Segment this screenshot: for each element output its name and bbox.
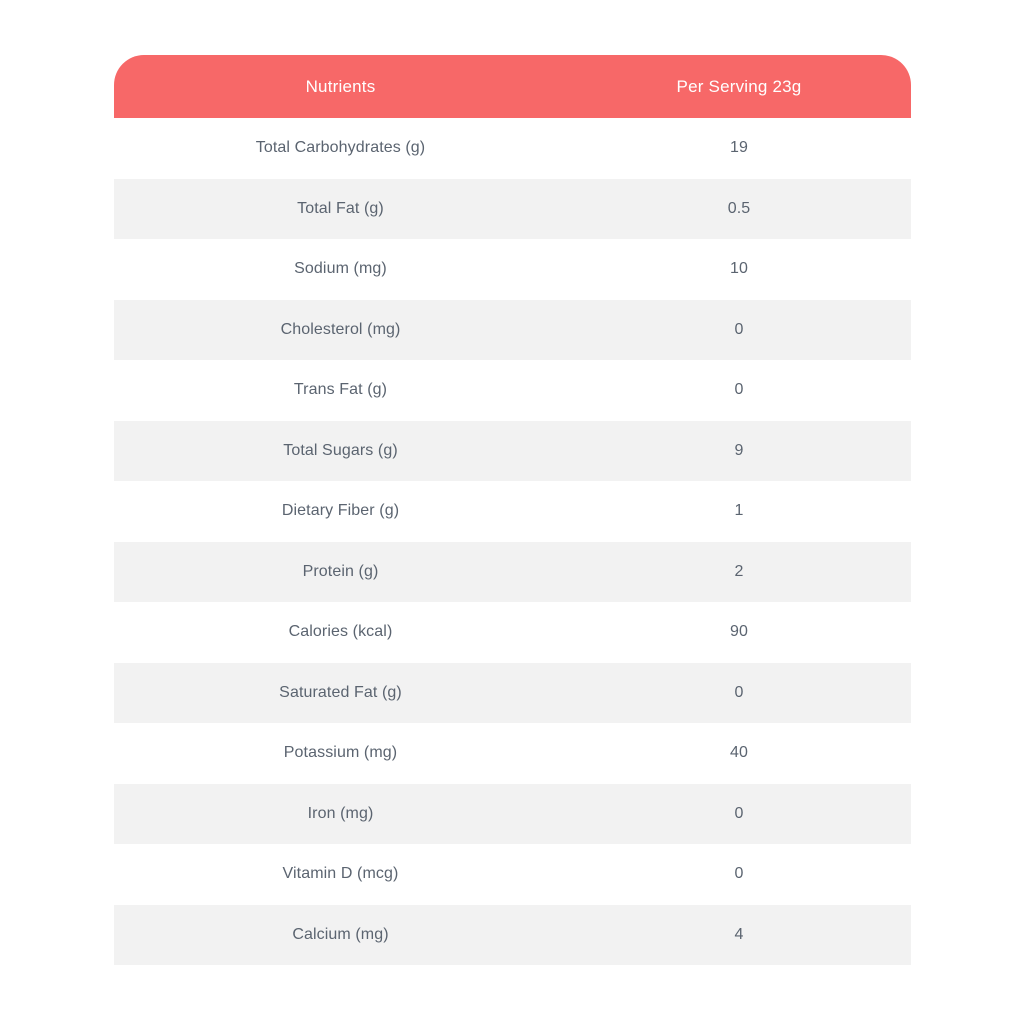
table-row	[114, 118, 911, 179]
nutrient-value: 0	[734, 320, 744, 338]
table-row	[114, 542, 911, 603]
nutrient-value: 0	[734, 865, 744, 883]
table-row	[114, 239, 911, 300]
nutrient-value: 0	[734, 683, 744, 701]
nutrient-value: 19	[730, 139, 748, 157]
nutrient-value: 0.5	[727, 199, 751, 217]
table-row	[114, 300, 911, 361]
header-per-serving: Per Serving 23g	[676, 76, 802, 96]
nutrient-name: Protein (g)	[302, 562, 379, 580]
nutrient-value: 4	[734, 925, 744, 943]
nutrient-value: 0	[734, 804, 744, 822]
nutrient-name: Calories (kcal)	[288, 623, 393, 641]
nutrient-name: Dietary Fiber (g)	[281, 502, 400, 520]
table-row	[114, 723, 911, 784]
table-row	[114, 179, 911, 240]
nutrient-value: 2	[734, 562, 744, 580]
table-row	[114, 602, 911, 663]
nutrient-name: Vitamin D (mcg)	[282, 865, 399, 883]
table-row	[114, 421, 911, 482]
nutrient-value: 1	[734, 502, 744, 520]
nutrient-value: 0	[734, 381, 744, 399]
nutrient-value: 40	[730, 744, 748, 762]
nutrient-name: Saturated Fat (g)	[279, 683, 402, 701]
header-nutrients: Nutrients	[305, 76, 376, 96]
nutrient-name: Trans Fat (g)	[293, 381, 388, 399]
table-header	[114, 55, 911, 118]
nutrient-value: 90	[730, 623, 748, 641]
nutrient-name: Total Carbohydrates (g)	[255, 139, 426, 157]
table-row	[114, 784, 911, 845]
nutrient-name: Iron (mg)	[307, 804, 374, 822]
nutrient-name: Sodium (mg)	[294, 260, 387, 278]
nutrient-name: Potassium (mg)	[283, 744, 398, 762]
nutrient-name: Total Sugars (g)	[283, 441, 398, 459]
nutrient-name: Calcium (mg)	[292, 925, 389, 943]
table-row	[114, 905, 911, 966]
nutrient-value: 9	[734, 441, 744, 459]
table-row	[114, 481, 911, 542]
nutrition-table	[114, 55, 911, 965]
table-row	[114, 844, 911, 905]
table-row	[114, 663, 911, 724]
nutrient-name: Cholesterol (mg)	[280, 320, 401, 338]
table-row	[114, 360, 911, 421]
nutrient-value: 10	[730, 260, 748, 278]
nutrient-name: Total Fat (g)	[297, 199, 384, 217]
